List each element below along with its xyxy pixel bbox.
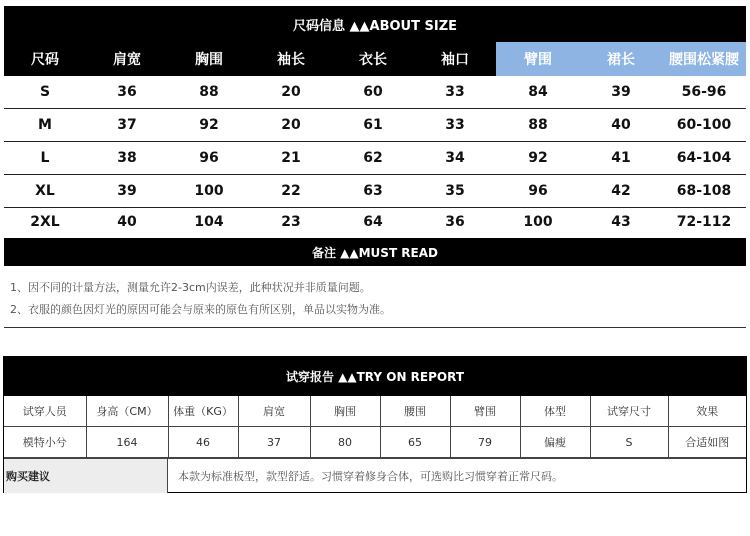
table-cell: 100 [523,214,553,230]
table-cell: 64 [363,214,383,230]
table-cell: 40 [117,214,137,230]
header-skirt-length: 裙长 [580,42,662,76]
header-chest: 胸围 [310,396,380,427]
header-shoulder: 肩宽 [238,396,310,427]
table-cell: 37 [238,427,310,458]
table-cell: 79 [450,427,520,458]
table-cell: 61 [332,109,414,142]
table-row [4,76,746,109]
header-arm: 臂围 [496,42,580,76]
try-on-header-row [4,396,746,427]
header-waist: 腰围松紧腰 [662,42,746,76]
table-cell: 43 [611,214,631,230]
purchase-advice-label: 购买建议 [4,459,168,493]
table-cell: 41 [580,142,662,175]
table-cell: 64-104 [662,142,746,175]
table-cell: 20 [250,76,332,109]
table-cell: 62 [332,142,414,175]
header-weight: 体重（KG） [168,396,238,427]
header-size: 尺码 [4,42,86,76]
table-cell: 39 [580,76,662,109]
table-row [4,175,746,208]
table-cell: 80 [310,427,380,458]
table-cell: 37 [86,109,168,142]
table-cell: 96 [496,175,580,208]
table-cell: 164 [86,427,168,458]
table-cell: 60 [332,76,414,109]
notes-list [10,279,740,323]
table-cell: 21 [250,142,332,175]
header-cuff: 袖口 [414,42,496,76]
header-try-size: 试穿尺寸 [590,396,668,427]
header-chest: 胸围 [168,42,250,76]
table-cell: 36 [86,76,168,109]
table-cell: 56-96 [662,76,746,109]
table-cell: 38 [86,142,168,175]
table-cell: L [4,142,86,175]
header-body-type: 体型 [520,396,590,427]
table-cell: 100 [168,175,250,208]
table-cell: XL [4,175,86,208]
notes-section-title: 备注 ▲▲MUST READ [4,238,746,266]
table-cell: S [590,427,668,458]
table-cell: 60-100 [662,109,746,142]
table-cell: 65 [380,427,450,458]
table-cell: 22 [250,175,332,208]
header-sleeve-length: 袖长 [250,42,332,76]
purchase-advice-row [4,458,746,493]
size-table-header-row [4,42,746,76]
table-row [4,208,746,237]
table-cell: 104 [194,214,224,230]
table-cell: 40 [580,109,662,142]
table-cell: 88 [168,76,250,109]
header-shoulder: 肩宽 [86,42,168,76]
table-cell: 35 [414,175,496,208]
header-waist: 腰围 [380,396,450,427]
header-length: 衣长 [332,42,414,76]
table-cell: 92 [168,109,250,142]
table-cell: 33 [414,109,496,142]
table-cell: 偏瘦 [520,427,590,458]
table-cell: 42 [580,175,662,208]
size-section-title: 尺码信息 ▲▲ABOUT SIZE [4,6,746,42]
list-item: 1、因不同的计量方法，测量允许2-3cm内误差，此种状况并非质量问题。 [10,281,371,294]
table-cell: 36 [445,214,465,230]
table-cell: S [4,76,86,109]
table-cell: 68-108 [662,175,746,208]
table-cell: 模特小兮 [4,427,86,458]
try-on-title: 试穿报告 ▲▲TRY ON REPORT [4,357,746,396]
table-cell: 20 [250,109,332,142]
table-cell: 63 [332,175,414,208]
table-cell: 46 [168,427,238,458]
table-cell: 39 [86,175,168,208]
table-row [4,427,746,458]
purchase-advice-text: 本款为标准板型，款型舒适。习惯穿着修身合体，可选购比习惯穿着正常尺码。 [178,470,563,483]
header-effect: 效果 [668,396,746,427]
table-cell: 92 [496,142,580,175]
list-item: 2、衣服的颜色因灯光的原因可能会与原来的原色有所区别，单品以实物为准。 [10,303,391,316]
table-cell: 34 [414,142,496,175]
table-row [4,142,746,175]
try-on-table [4,396,746,458]
table-cell: 合适如图 [668,427,746,458]
table-cell: 2XL [30,214,60,230]
try-on-report [3,356,747,493]
divider [4,327,746,328]
table-cell: 96 [168,142,250,175]
header-arm: 臂围 [450,396,520,427]
size-table [4,42,746,236]
header-height: 身高（CM） [86,396,168,427]
table-cell: 84 [496,76,580,109]
table-cell: 23 [281,214,301,230]
table-cell: M [4,109,86,142]
table-cell: 33 [414,76,496,109]
header-tester: 试穿人员 [4,396,86,427]
table-cell: 88 [496,109,580,142]
table-row [4,109,746,142]
table-cell: 72-112 [676,214,732,230]
